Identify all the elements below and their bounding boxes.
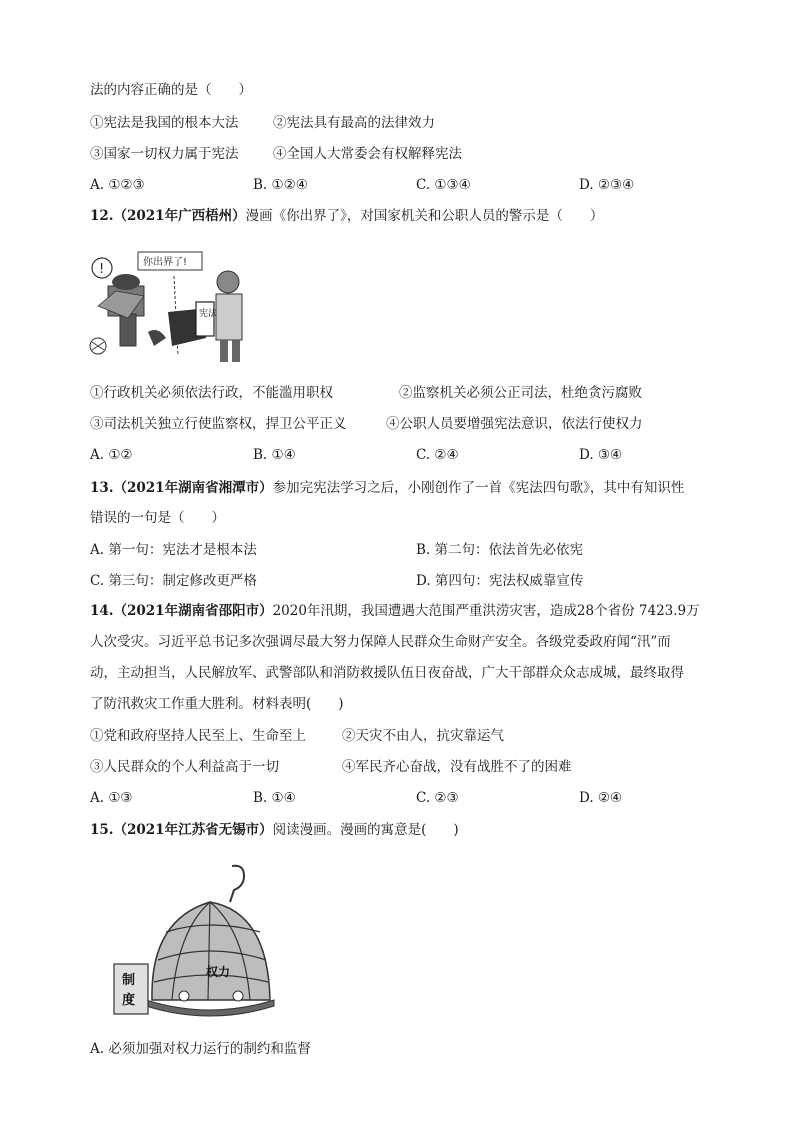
q14-statement-4: ④军民齐心奋战，没有战胜不了的困难 bbox=[342, 759, 572, 775]
q14-statement-3: ③人民群众的个人利益高于一切 bbox=[90, 759, 279, 775]
q12-option-b: B. ①④ bbox=[253, 447, 296, 463]
q14-option-a: A. ①③ bbox=[90, 790, 133, 806]
q15-option-a: A. 必须加强对权力运行的制约和监督 bbox=[90, 1041, 311, 1057]
q13-stem-line-2: 错误的一句是（ ） bbox=[90, 510, 225, 526]
q11-statement-3: ③国家一切权力属于宪法 bbox=[90, 146, 239, 162]
q15-comic-power-label: 权力 bbox=[206, 965, 231, 979]
q11-statement-1: ①宪法是我国的根本大法 bbox=[90, 115, 239, 131]
q13-option-b: B. 第二句：依法首先必依宪 bbox=[416, 542, 584, 558]
q12-number: 12. bbox=[90, 208, 114, 224]
q14-stem-line-2: 人次受灾。习近平总书记多次强调尽最大努力保障人民群众生命财产安全。各级党委政府闻“汛”而 bbox=[90, 634, 671, 650]
q14-option-c: C. ②③ bbox=[416, 790, 459, 806]
q11-stem-tail: 法的内容正确的是（ ） bbox=[90, 82, 252, 98]
q11-option-c: C. ①③④ bbox=[416, 177, 471, 193]
q13-text-1: 参加完宪法学习之后，小刚创作了一首《宪法四句歌》，其中有知识性 bbox=[272, 480, 685, 496]
q11-option-a: A. ①②③ bbox=[90, 177, 145, 193]
q15-stem bbox=[90, 820, 459, 840]
q15-comic-system-char-1: 制 bbox=[122, 973, 136, 988]
q14-stem-line-4: 了防汛救灾工作重大胜利。材料表明( ) bbox=[90, 696, 344, 712]
q14-statement-2: ②天灾不由人，抗灾靠运气 bbox=[342, 728, 504, 744]
q15-comic-illustration bbox=[110, 860, 280, 1025]
q11-option-b: B. ①②④ bbox=[253, 177, 308, 193]
q12-option-c: C. ②④ bbox=[416, 447, 459, 463]
q12-statement-4: ④公职人员要增强宪法意识，依法行使权力 bbox=[386, 416, 643, 432]
q12-comic-book-text: 宪法 bbox=[199, 309, 218, 319]
q15-number: 15. bbox=[90, 822, 114, 838]
q14-option-d: D. ②④ bbox=[579, 790, 623, 806]
q13-stem-line-1 bbox=[90, 478, 684, 498]
q12-stem bbox=[90, 206, 603, 226]
q15-source: （2021年江苏省无锡市） bbox=[113, 822, 273, 838]
q11-option-d: D. ②③④ bbox=[579, 177, 635, 193]
q13-option-c: C. 第三句：制定修改更严格 bbox=[90, 573, 257, 589]
q12-text: 漫画《你出界了》，对国家机关和公职人员的警示是（ ） bbox=[245, 208, 604, 224]
svg-text:!: ! bbox=[99, 262, 105, 277]
q13-number: 13. bbox=[90, 480, 114, 496]
q14-option-b: B. ①④ bbox=[253, 790, 296, 806]
q14-text-1: 2020年汛期，我国遭遇大范围严重洪涝灾害，造成28个省份 7423.9万 bbox=[272, 603, 700, 619]
q12-comic-illustration bbox=[88, 246, 248, 364]
q12-option-d: D. ③④ bbox=[579, 447, 623, 463]
q12-statement-1: ①行政机关必须依法行政，不能滥用职权 bbox=[90, 385, 333, 401]
q12-statement-3: ③司法机关独立行使监察权，捍卫公平正义 bbox=[90, 416, 347, 432]
q14-statement-1: ①党和政府坚持人民至上、生命至上 bbox=[90, 728, 306, 744]
q11-statement-2: ②宪法具有最高的法律效力 bbox=[273, 115, 435, 131]
q12-option-a: A. ①② bbox=[90, 447, 133, 463]
q12-comic-constitution-book bbox=[196, 302, 214, 336]
q15-comic-system-char-2: 度 bbox=[122, 993, 136, 1008]
q13-option-a: A. 第一句：宪法才是根本法 bbox=[90, 542, 257, 558]
q13-option-d: D. 第四句：宪法权威靠宣传 bbox=[416, 573, 584, 589]
q13-source: （2021年湖南省湘潭市） bbox=[113, 480, 273, 496]
q12-statement-2: ②监察机关必须公正司法，杜绝贪污腐败 bbox=[399, 385, 642, 401]
q15-comic-cage-hook bbox=[230, 866, 244, 902]
q14-stem-line-1 bbox=[90, 601, 700, 621]
q11-statement-4: ④全国人大常委会有权解释宪法 bbox=[273, 146, 462, 162]
q14-number: 14. bbox=[90, 603, 114, 619]
q12-source: （2021年广西梧州） bbox=[113, 208, 246, 224]
q14-source: （2021年湖南省邵阳市） bbox=[113, 603, 273, 619]
q12-comic-sign-text: 你出界了! bbox=[143, 257, 188, 268]
q15-text: 阅读漫画。漫画的寓意是( ) bbox=[272, 822, 459, 838]
q14-stem-line-3: 动，主动担当，人民解放军、武警部队和消防救援队伍日夜奋战，广大干部群众众志成城，最终取得 bbox=[90, 665, 684, 681]
